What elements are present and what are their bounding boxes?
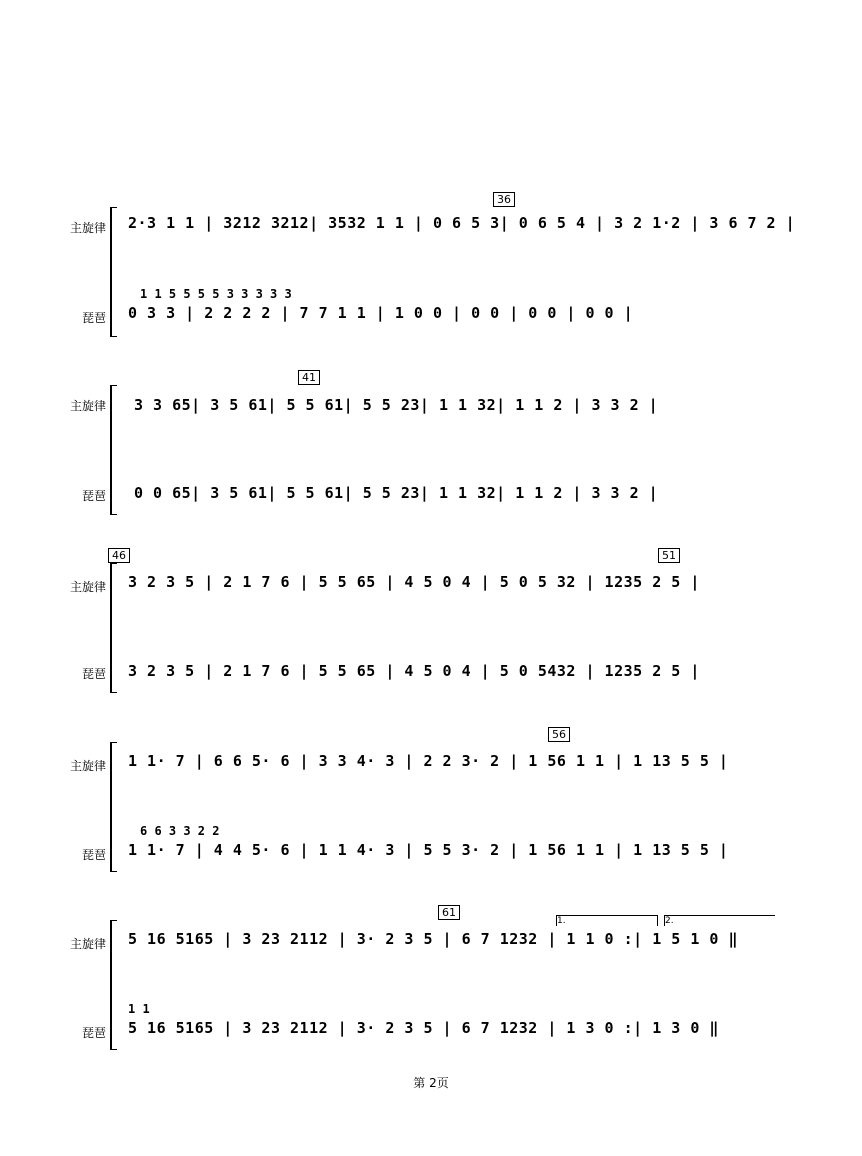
pipa-notation: 1 1· 7 | 4 4 5· 6 | 1 1 4· 3 | 5 5 3· 2 | 1 56 1 1 | 1 13 5 5 | [128, 841, 729, 859]
part-label-pipa: 琵琶 [81, 311, 106, 325]
pipa-notation: 3 2 3 5 | 2 1 7 6 | 5 5 65 | 4 5 0 4 | 5 0 5432 | 1235 2 5 | [128, 662, 700, 680]
melody-notation: 5 16 5165 | 3 23 2112 | 3· 2 3 5 | 6 7 1232 | 1 1 0 :| 1 5 1 0 ‖ [128, 930, 738, 948]
part-label-pipa: 琵琶 [81, 667, 106, 681]
system-5 [0, 906, 862, 1060]
system-brace [107, 207, 119, 337]
pipa-notation: 5 16 5165 | 3 23 2112 | 3· 2 3 5 | 6 7 1232 | 1 3 0 :| 1 3 0 ‖ [128, 1019, 719, 1037]
system-brace [107, 920, 119, 1050]
pipa-notation: 0 0 65| 3 5 61| 5 5 61| 5 5 23| 1 1 32| 1 1 2 | 3 3 2 | [134, 484, 659, 502]
system-brace [107, 563, 119, 693]
system-1 [0, 193, 862, 347]
pipa-notation: 0 3 3 | 2 2 2 2 | 7 7 1 1 | 1 0 0 | 0 0 | 0 0 | 0 0 | [128, 304, 634, 322]
melody-notation: 1 1· 7 | 6 6 5· 6 | 3 3 4· 3 | 2 2 3· 2 | 1 56 1 1 | 1 13 5 5 | [128, 752, 729, 770]
part-label-melody: 主旋律 [69, 937, 106, 951]
volta-second-ending: 2. [664, 915, 775, 926]
part-label-pipa: 琵琶 [81, 489, 106, 503]
melody-notation: 3 3 65| 3 5 61| 5 5 61| 5 5 23| 1 1 32| 1 1 2 | 3 3 2 | [134, 396, 659, 414]
part-label-melody: 主旋律 [69, 399, 106, 413]
measure-number: 51 [658, 548, 680, 563]
system-2 [0, 371, 862, 525]
volta-first-ending: 1. [556, 915, 658, 926]
part-label-melody: 主旋律 [69, 580, 106, 594]
measure-number: 46 [108, 548, 130, 563]
part-label-pipa: 琵琶 [81, 1026, 106, 1040]
pipa-chord-tones: 1 1 5 5 5 5 3 3 3 3 3 [140, 287, 292, 301]
system-brace [107, 742, 119, 872]
part-label-melody: 主旋律 [69, 221, 106, 235]
measure-number: 41 [298, 370, 320, 385]
pipa-chord-tones: 1 1 [128, 1002, 150, 1016]
part-label-melody: 主旋律 [69, 759, 106, 773]
system-3 [0, 549, 862, 703]
system-brace [107, 385, 119, 515]
melody-notation: 2·3 1 1 | 3212 3212| 3532 1 1 | 0 6 5 3| 0 6 5 4 | 3 2 1·2 | 3 6 7 2 | [128, 214, 796, 232]
measure-number: 61 [438, 905, 460, 920]
measure-number: 36 [493, 192, 515, 207]
system-4 [0, 728, 862, 882]
page-number: 第 2页 [413, 1076, 449, 1090]
measure-number: 56 [548, 727, 570, 742]
part-label-pipa: 琵琶 [81, 848, 106, 862]
melody-notation: 3 2 3 5 | 2 1 7 6 | 5 5 65 | 4 5 0 4 | 5 0 5 32 | 1235 2 5 | [128, 573, 700, 591]
pipa-chord-tones: 6 6 3 3 2 2 [140, 824, 220, 838]
